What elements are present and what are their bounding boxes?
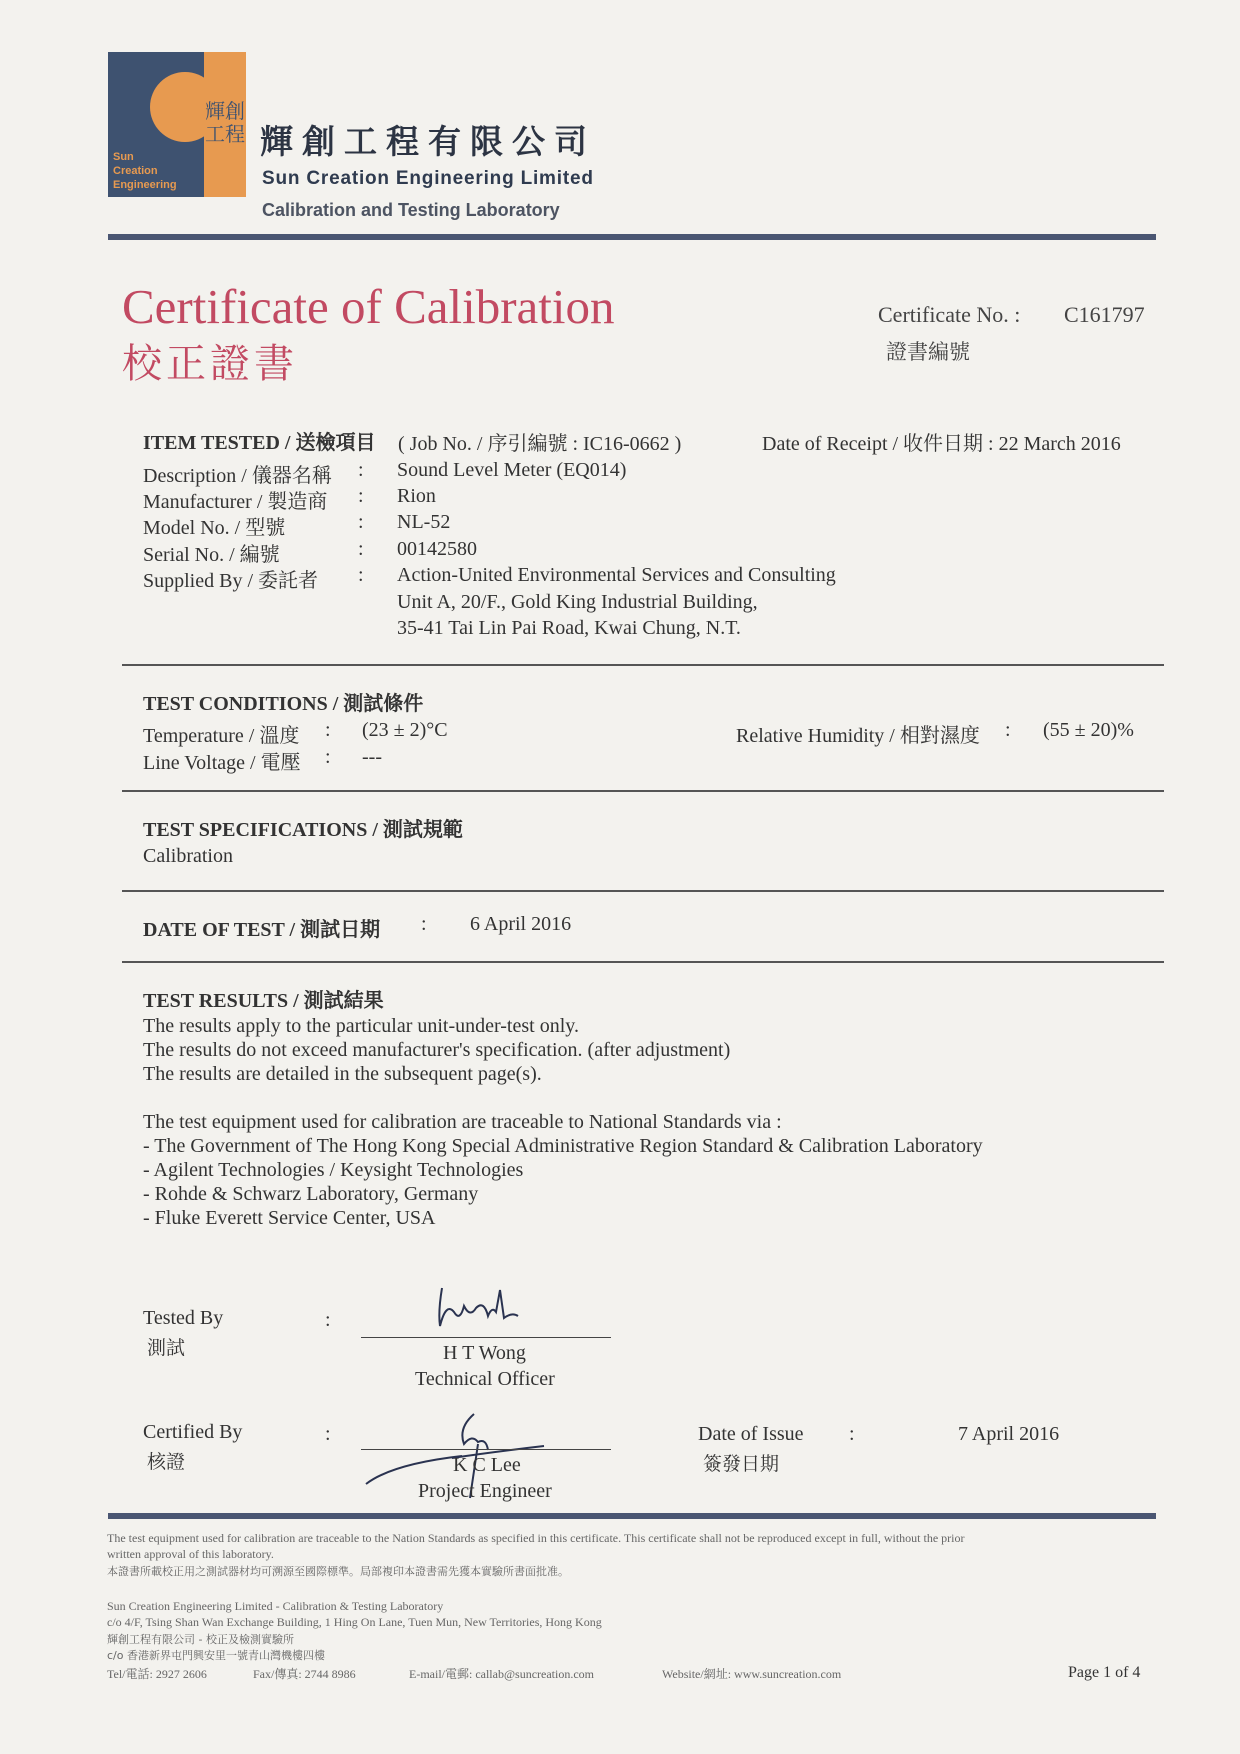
supplied-by-value: Action-United Environmental Services and Consulting	[397, 564, 836, 586]
test-specifications-value: Calibration	[143, 845, 233, 867]
logo-band	[204, 52, 246, 197]
certificate-no: C161797	[1064, 302, 1145, 327]
traceability-item: - The Government of The Hong Kong Special Administrative Region Standard & Calibration Laboratory	[143, 1135, 983, 1157]
footer-note-cn: 本證書所載校正用之測試器材均可溯源至國際標準。局部複印本證書需先獲本實驗所書面批准。	[107, 1565, 569, 1578]
line-voltage-label: Line Voltage / 電壓	[143, 752, 301, 774]
certified-by-label: Certified By	[143, 1421, 243, 1443]
description-value: Sound Level Meter (EQ014)	[397, 459, 627, 481]
footer-address-1: Sun Creation Engineering Limited - Calibration & Testing Laboratory	[107, 1599, 444, 1613]
footer-address-4: c/o 香港新界屯門興安里一號青山灣機樓四樓	[107, 1649, 325, 1662]
tested-signature-line	[361, 1337, 611, 1338]
tested-by-label-cn: 測試	[147, 1337, 186, 1359]
traceability-item: - Agilent Technologies / Keysight Technologies	[143, 1159, 524, 1181]
certificate-title: Certificate of Calibration	[122, 279, 615, 334]
test-results-heading: TEST RESULTS / 測試結果	[143, 990, 384, 1012]
footer-email: E-mail/電郵: callab@suncreation.com	[409, 1667, 594, 1681]
job-number: ( Job No. / 序引編號 : IC16-0662 )	[398, 433, 682, 455]
address-line-1: Unit A, 20/F., Gold King Industrial Building,	[397, 591, 758, 613]
logo-vertical-text: 輝創工程	[205, 99, 245, 146]
logo-small-text: Sun Creation Engineering	[113, 151, 177, 191]
section-divider	[122, 790, 1164, 792]
logo-circle	[150, 72, 204, 142]
result-line: The results apply to the particular unit-under-test only.	[143, 1015, 579, 1037]
company-logo	[108, 52, 204, 197]
footer-note-en: The test equipment used for calibration are traceable to the Nation Standards as specified in this certificate. This certificate shall not be reproduced except in full, without the prior	[107, 1531, 965, 1545]
line-voltage-value: ---	[362, 746, 382, 768]
certified-signature-line	[361, 1449, 611, 1450]
temperature-value: (23 ± 2)°C	[362, 719, 448, 741]
date-of-test-value: 6 April 2016	[470, 913, 572, 935]
certificate-no-label-cn: 證書編號	[886, 340, 970, 364]
manufacturer-value: Rion	[397, 485, 436, 507]
date-of-issue: 7 April 2016	[958, 1423, 1060, 1445]
traceability-item: - Fluke Everett Service Center, USA	[143, 1207, 436, 1229]
supplied-by-label: Supplied By / 委託者	[143, 570, 319, 592]
manufacturer-label: Manufacturer / 製造商	[143, 491, 328, 513]
footer-tel: Tel/電話: 2927 2606	[107, 1667, 207, 1681]
section-divider	[122, 890, 1164, 892]
tested-by-name: H T Wong	[443, 1342, 526, 1364]
certified-by-title: Project Engineer	[418, 1480, 552, 1502]
page-number: Page 1 of 4	[1068, 1664, 1141, 1681]
tested-by-label: Tested By	[143, 1307, 224, 1329]
footer-address-2: c/o 4/F, Tsing Shan Wan Exchange Building, 1 Hing On Lane, Tuen Mun, New Territories, Hong Kong	[107, 1615, 602, 1629]
serial-value: 00142580	[397, 538, 477, 560]
item-tested-heading: ITEM TESTED / 送檢項目	[143, 432, 376, 454]
footer-address-3: 輝創工程有限公司 - 校正及檢測實驗所	[107, 1633, 294, 1646]
footer-divider	[108, 1513, 1156, 1519]
footer-fax: Fax/傳真: 2744 8986	[253, 1667, 356, 1681]
footer-note-en-2: written approval of this laboratory.	[107, 1547, 274, 1561]
temperature-label: Temperature / 溫度	[143, 725, 300, 747]
certificate-no-label: Certificate No. :	[878, 302, 1021, 327]
date-of-receipt: Date of Receipt / 收件日期 : 22 March 2016	[762, 433, 1121, 455]
result-line: The results do not exceed manufacturer's specification. (after adjustment)	[143, 1039, 731, 1061]
header-divider	[108, 234, 1156, 240]
certificate-title-cn: 校正證書	[122, 341, 298, 387]
certified-by-label-cn: 核證	[147, 1451, 186, 1473]
date-of-issue-label-cn: 簽發日期	[703, 1453, 780, 1475]
test-specifications-heading: TEST SPECIFICATIONS / 測試規範	[143, 819, 463, 841]
humidity-label: Relative Humidity / 相對濕度	[736, 725, 980, 747]
company-name-cn: 輝創工程有限公司	[260, 122, 596, 161]
lab-name: Calibration and Testing Laboratory	[262, 200, 560, 220]
model-value: NL-52	[397, 511, 451, 533]
company-name-en: Sun Creation Engineering Limited	[262, 168, 594, 189]
serial-label: Serial No. / 編號	[143, 544, 280, 566]
signature-wong	[430, 1282, 540, 1338]
model-label: Model No. / 型號	[143, 517, 286, 539]
certified-by-name: K C Lee	[453, 1454, 521, 1476]
traceability-intro: The test equipment used for calibration are traceable to National Standards via :	[143, 1111, 782, 1133]
address-line-2: 35-41 Tai Lin Pai Road, Kwai Chung, N.T.	[397, 617, 741, 639]
result-line: The results are detailed in the subsequent page(s).	[143, 1063, 542, 1085]
traceability-item: - Rohde & Schwarz Laboratory, Germany	[143, 1183, 479, 1205]
test-conditions-heading: TEST CONDITIONS / 測試條件	[143, 693, 424, 715]
section-divider	[122, 664, 1164, 666]
date-of-test-heading: DATE OF TEST / 測試日期	[143, 919, 381, 941]
tested-by-title: Technical Officer	[415, 1368, 555, 1390]
humidity-value: (55 ± 20)%	[1043, 719, 1134, 741]
description-label: Description / 儀器名稱	[143, 465, 332, 487]
section-divider	[122, 961, 1164, 963]
date-of-issue-label: Date of Issue	[698, 1423, 804, 1445]
footer-website: Website/網址: www.suncreation.com	[662, 1667, 842, 1681]
